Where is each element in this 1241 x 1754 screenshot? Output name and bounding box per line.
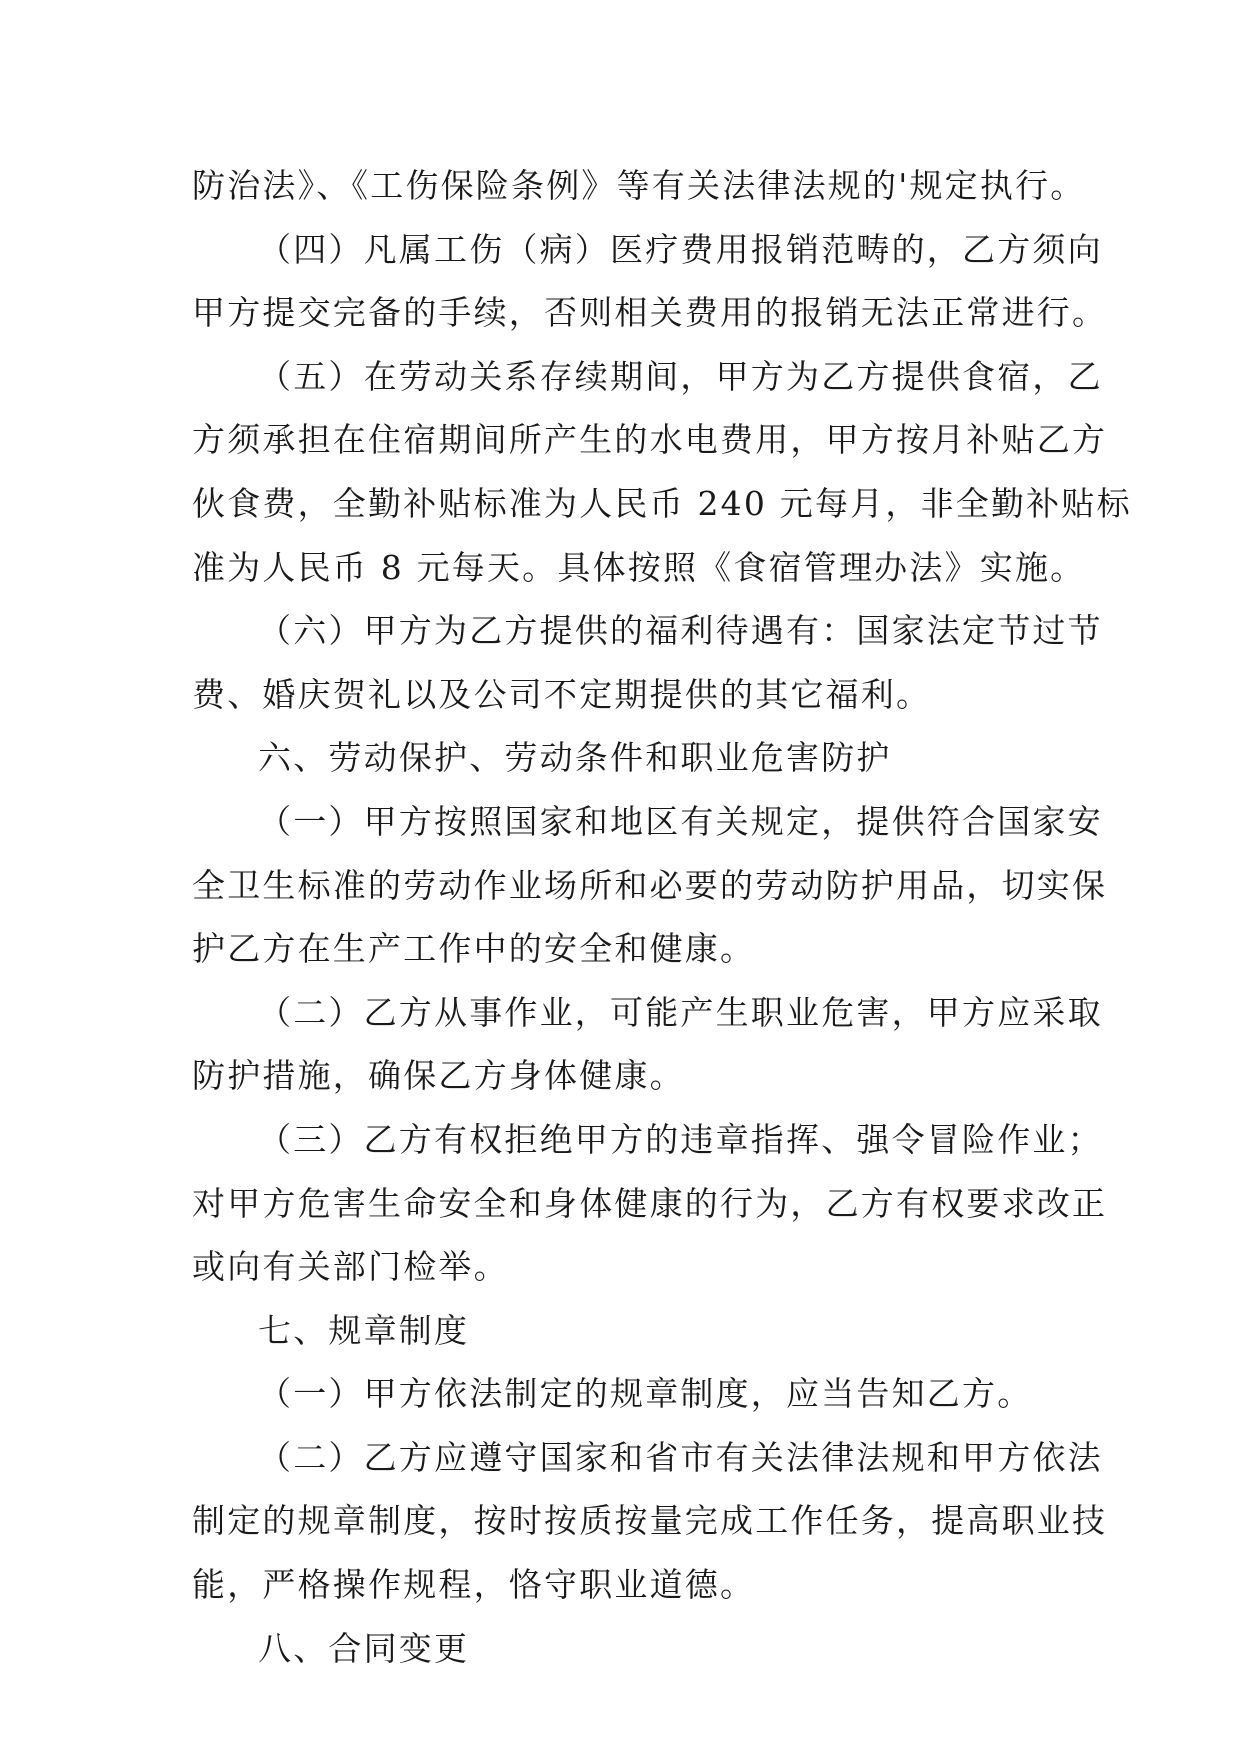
- text-line: （二）乙方应遵守国家和省市有关法律法规和甲方依法: [258, 1437, 1103, 1477]
- text-line: （一）甲方依法制定的规章制度，应当告知乙方。: [258, 1374, 1033, 1414]
- text-line: 甲方提交完备的手续，否则相关费用的报销无法正常进行。: [192, 293, 1108, 333]
- text-line: 全卫生标准的劳动作业场所和必要的劳动防护用品，切实保: [192, 865, 1108, 905]
- text-line: 方须承担在住宿期间所产生的水电费用，甲方按月补贴乙方: [192, 420, 1108, 460]
- text-line: （四）凡属工伤（病）医疗费用报销范畴的，乙方须向: [258, 229, 1103, 269]
- section-heading: 六、劳动保护、劳动条件和职业危害防护: [258, 738, 892, 778]
- text-line: 防治法》、《工伤保险条例》等有关法律法规的'规定执行。: [192, 166, 1086, 205]
- text-line: （六）甲方为乙方提供的福利待遇有：国家法定节过节: [258, 611, 1103, 651]
- section-heading: 七、规章制度: [258, 1310, 470, 1350]
- text-line: （一）甲方按照国家和地区有关规定，提供符合国家安: [258, 801, 1103, 841]
- text-line: 对甲方危害生命安全和身体健康的行为，乙方有权要求改正: [192, 1183, 1108, 1223]
- section-heading: 八、合同变更: [258, 1628, 470, 1668]
- text-line: 护乙方在生产工作中的安全和健康。: [192, 929, 756, 969]
- text-line: （二）乙方从事作业，可能产生职业危害，甲方应采取: [258, 992, 1103, 1032]
- text-line: 费、婚庆贺礼以及公司不定期提供的其它福利。: [192, 674, 932, 714]
- text-line: 伙食费，全勤补贴标准为人民币 240 元每月，非全勤补贴标: [192, 483, 1132, 523]
- text-line: 制定的规章制度，按时按质按量完成工作任务，提高职业技: [192, 1501, 1108, 1541]
- text-line: 能，严格操作规程，恪守职业道德。: [192, 1565, 756, 1605]
- document-body: [192, 154, 1132, 1680]
- text-line: （五）在劳动关系存续期间，甲方为乙方提供食宿，乙: [258, 356, 1103, 396]
- text-line: 准为人民币 8 元每天。具体按照《食宿管理办法》实施。: [192, 547, 1086, 587]
- text-line: 或向有关部门检举。: [192, 1247, 509, 1287]
- text-line: 防护措施，确保乙方身体健康。: [192, 1056, 685, 1096]
- text-line: （三）乙方有权拒绝甲方的违章指挥、强令冒险作业；: [258, 1119, 1103, 1159]
